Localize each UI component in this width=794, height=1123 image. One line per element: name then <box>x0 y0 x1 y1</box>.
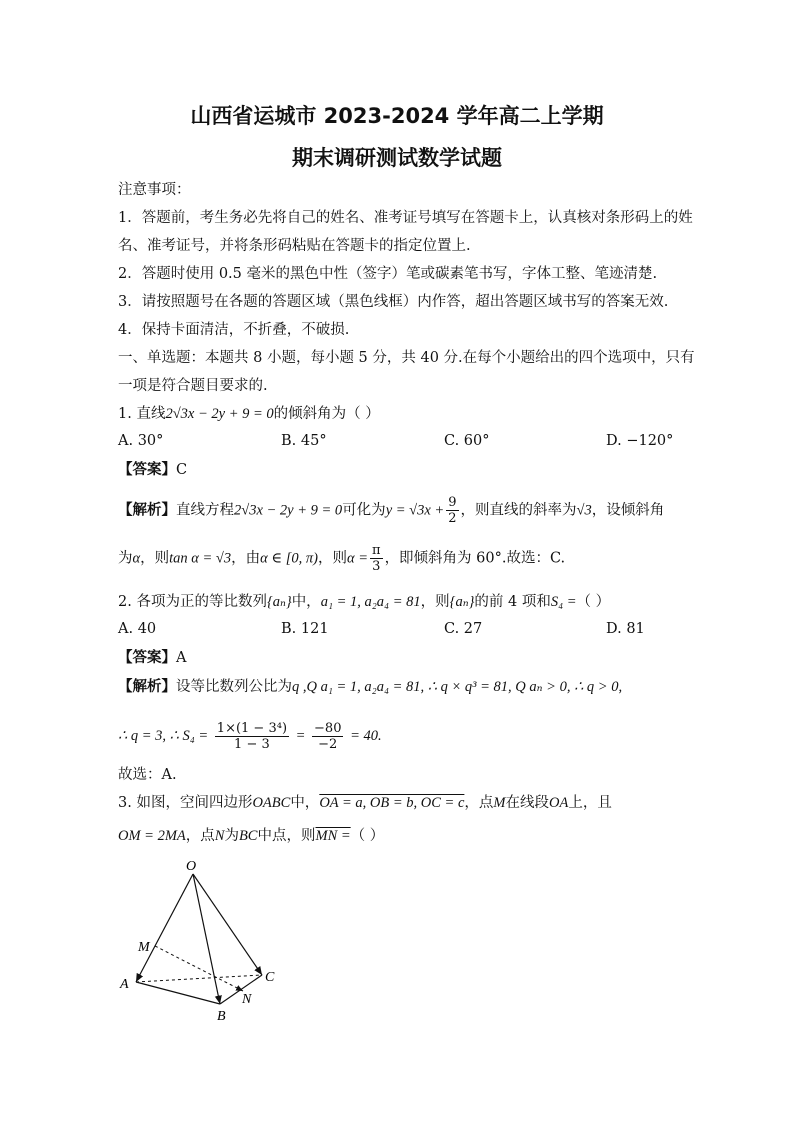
q2-answer-value: A <box>176 650 187 666</box>
q1-stem-pre: 1. 直线 <box>118 406 166 422</box>
q2-stem-math: S₄ = <box>550 594 577 610</box>
label-b: B <box>217 1009 226 1024</box>
q2-stem-text: 的前 4 项和 <box>474 594 551 610</box>
q2-stem-math: {aₙ} <box>266 594 292 610</box>
q1-analysis-text: ，则直线的斜率为 <box>460 502 577 519</box>
q1-fraction-num: 9 <box>448 495 457 510</box>
q3-stem-text: 中， <box>290 795 320 811</box>
q2-analysis-math: q ,Q a₁ = 1, a₂a₄ = 81, ∴ q × q³ = 81, Q aₙ > 0, ∴ q > 0, <box>292 679 623 695</box>
q3-stem-text: ，点 <box>464 795 494 811</box>
q2-conclusion: 故选：A. <box>118 767 177 783</box>
q3-stem-text: （ ） <box>350 828 385 844</box>
q3-stem-text: 上，且 <box>568 795 612 811</box>
q1-analysis-text: 为 <box>118 550 133 567</box>
q1-analysis-eq: y = √3x + <box>385 502 445 519</box>
exam-title-line1: 山西省运城市 2023-2024 学年高二上学期 <box>190 104 604 128</box>
section-1-line1: 一、单选题：本题共 8 小题，每小题 5 分，共 40 分.在每个小题给出的四个选项中，只有 <box>118 350 695 366</box>
edge-oa <box>136 874 193 982</box>
vector-mn <box>155 946 243 991</box>
q1-equation: 2√3x − 2y + 9 = 0 <box>165 406 274 422</box>
q1-analysis-eq: 2√3x − 2y + 9 = 0 <box>234 502 343 519</box>
q1-analysis-eq: α ∈ [0, π) <box>260 550 318 567</box>
exam-title-line2: 期末调研测试数学试题 <box>292 146 502 170</box>
q2-option-b[interactable]: B. 121 <box>281 621 329 637</box>
q2-fraction-den: 1 − 3 <box>234 736 270 752</box>
q2-analysis-math: = 40. <box>350 728 382 744</box>
q2-analysis-math: ∴ q = 3, ∴ S₄ = <box>118 728 209 744</box>
q2-fraction-num: 1×(1 − 3⁴) <box>216 720 288 736</box>
q2-fraction-num: −80 <box>314 720 342 736</box>
q2-stem-text: 中， <box>291 594 321 610</box>
q1-analysis-text: 直线方程 <box>176 502 234 519</box>
q3-stem-math: M <box>493 795 506 811</box>
q2-stem-text: ，则 <box>420 594 450 610</box>
q1-analysis-text: ，则 <box>317 550 347 567</box>
q1-option-b[interactable]: B. 45° <box>281 433 327 449</box>
q2-analysis-tag: 【解析】 <box>118 679 176 695</box>
q1-analysis-text: ，则 <box>140 550 170 567</box>
notice-item-2: 2．答题时使用 0.5 毫米的黑色中性（签字）笔或碳素笔书写，字体工整、笔迹清楚. <box>118 266 658 282</box>
label-a: A <box>120 977 129 992</box>
q1-fraction-den: 2 <box>448 511 457 526</box>
label-n: N <box>242 992 252 1007</box>
q3-stem-text: 为 <box>224 828 239 844</box>
edge-ab <box>136 982 220 1004</box>
q3-stem-math: N <box>214 828 225 844</box>
q1-analysis-text: 可化为 <box>342 502 386 519</box>
notice-item-4: 4．保持卡面清洁，不折叠，不破损. <box>118 322 350 338</box>
label-m: M <box>138 940 150 955</box>
q3-stem-text: 3. 如图，空间四边形 <box>118 795 253 811</box>
label-c: C <box>265 970 275 985</box>
q2-analysis-text: 设等比数列公比为 <box>176 679 292 695</box>
q1-analysis-text: ，设倾斜角 <box>591 502 665 519</box>
q1-fraction-den: 3 <box>372 559 381 574</box>
q1-answer-value: C <box>176 462 188 478</box>
notice-heading: 注意事项： <box>118 182 191 198</box>
notice-item-1b: 名、准考证号，并将条形码粘贴在答题卡的指定位置上. <box>118 238 471 254</box>
q1-stem-post: 的倾斜角为（ ） <box>273 406 380 422</box>
q1-analysis-text: ，由 <box>231 550 261 567</box>
q3-stem-text: 中点，则 <box>257 828 316 844</box>
q1-analysis-tag: 【解析】 <box>118 502 176 519</box>
q1-answer-tag: 【答案】 <box>118 462 176 478</box>
q2-stem-math: a₁ = 1, a₂a₄ = 81 <box>320 594 421 610</box>
q2-stem-text: （ ） <box>576 594 611 610</box>
q3-stem-math: MN = <box>315 828 351 844</box>
q2-analysis-math: = <box>295 728 306 744</box>
q1-analysis-text: ，即倾斜角为 60°.故选：C. <box>384 550 566 567</box>
q1-analysis-eq: α = <box>346 550 369 567</box>
section-1-line2: 一项是符合题目要求的. <box>118 378 268 394</box>
notice-item-3: 3．请按照题号在各题的答题区域（黑色线框）内作答，超出答题区域书写的答案无效. <box>118 294 669 310</box>
q1-analysis-eq: tan α = √3 <box>169 550 232 567</box>
q3-stem-math: OM = 2MA <box>118 828 186 844</box>
q2-option-c[interactable]: C. 27 <box>444 621 483 637</box>
q2-option-d[interactable]: D. 81 <box>606 621 645 637</box>
q2-answer-tag: 【答案】 <box>118 650 176 666</box>
q3-stem-math: BC <box>238 828 258 844</box>
edge-ac-hidden <box>136 975 262 982</box>
q2-fraction-den: −2 <box>318 736 338 752</box>
q1-fraction-num: π <box>372 543 381 558</box>
q1-option-d[interactable]: D. −120° <box>606 433 674 449</box>
q1-analysis-eq: α <box>132 550 141 567</box>
q2-option-a[interactable]: A. 40 <box>118 621 157 637</box>
label-o: O <box>186 859 197 874</box>
q3-vectors: OA = a, OB = b, OC = c <box>319 795 465 811</box>
q2-stem-text: 2. 各项为正的等比数列 <box>118 594 267 610</box>
q3-stem-math: OABC <box>252 795 291 811</box>
notice-item-1a: 1．答题前，考生务必先将自己的姓名、准考证号填写在答题卡上，认真核对条形码上的姓 <box>118 210 693 226</box>
q1-option-a[interactable]: A. 30° <box>118 433 164 449</box>
q2-stem-math: {aₙ} <box>449 594 475 610</box>
q1-option-c[interactable]: C. 60° <box>444 433 490 449</box>
q3-stem-text: 在线段 <box>505 795 549 811</box>
q3-stem-text: ，点 <box>185 828 215 844</box>
q1-analysis-eq: √3 <box>576 502 592 519</box>
q3-stem-math: OA <box>548 795 569 811</box>
